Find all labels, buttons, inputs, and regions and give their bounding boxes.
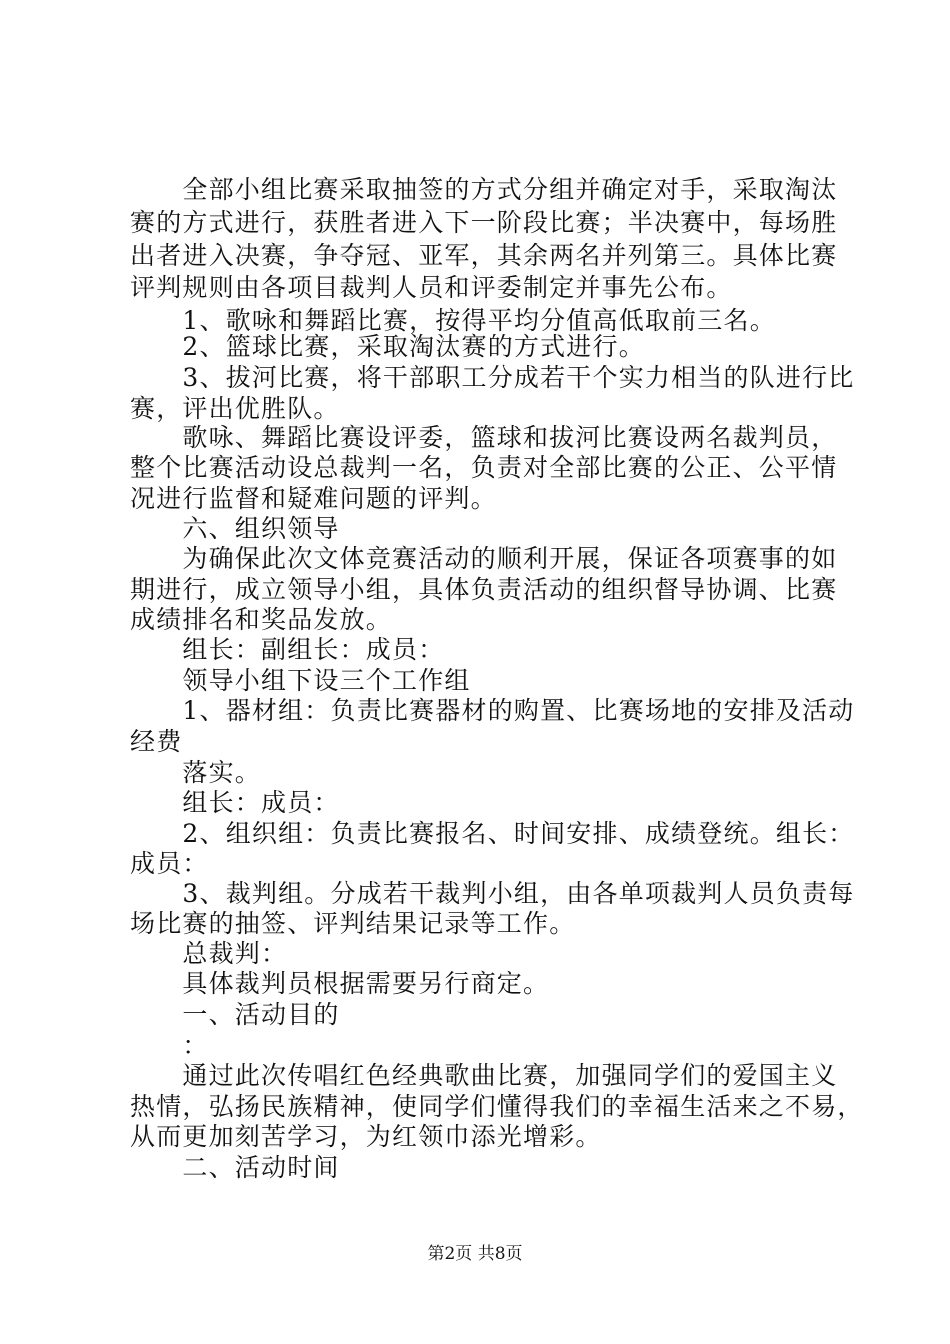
body-text-line: 3、拔河比赛，将干部职工分成若干个实力相当的队进行比 (130, 363, 855, 392)
body-text-line: 出者进入决赛，争夺冠、亚军，其余两名并列第三。具体比赛 (130, 241, 838, 270)
body-text-line: 经费 (130, 727, 183, 756)
body-text-line: 热情，弘扬民族精神，使同学们懂得我们的幸福生活来之不易， (130, 1092, 864, 1121)
body-text-line: 赛的方式进行，获胜者进入下一阶段比赛；半决赛中，每场胜 (130, 208, 838, 237)
section-heading: 六、组织领导 (130, 514, 340, 543)
body-text-line: 评判规则由各项目裁判人员和评委制定并事先公布。 (130, 273, 733, 302)
body-text-line: 组长：成员： (130, 788, 340, 817)
body-text-line: 总裁判： (130, 939, 288, 968)
body-text-line: 领导小组下设三个工作组 (130, 666, 471, 695)
body-text-line: 组长：副组长：成员： (130, 635, 445, 664)
body-text-line: 歌咏、舞蹈比赛设评委，篮球和拔河比赛设两名裁判员， (130, 423, 838, 452)
body-text-line: 整个比赛活动设总裁判一名，负责对全部比赛的公正、公平情 (130, 453, 838, 482)
page-number: 第2页 共8页 (427, 1244, 523, 1264)
body-text-line: 期进行，成立领导小组，具体负责活动的组织督导协调、比赛 (130, 575, 838, 604)
body-text-line: 全部小组比赛采取抽签的方式分组并确定对手，采取淘汰 (130, 175, 838, 204)
body-text-line: 2、篮球比赛，采取淘汰赛的方式进行。 (130, 332, 645, 361)
body-text-line: 1、器材组：负责比赛器材的购置、比赛场地的安排及活动 (130, 696, 855, 725)
body-text-line: 成绩排名和奖品发放。 (130, 605, 393, 634)
body-text-line: 落实。 (130, 758, 262, 787)
body-text-line: 成员： (130, 849, 209, 878)
body-text-line: 场比赛的抽签、评判结果记录等工作。 (130, 909, 576, 938)
body-text-line: 为确保此次文体竞赛活动的顺利开展，保证各项赛事的如 (130, 544, 838, 573)
body-text-line: 1、歌咏和舞蹈比赛，按得平均分值高低取前三名。 (130, 306, 776, 335)
body-text-line: 赛，评出优胜队。 (130, 394, 340, 423)
body-text-line: 从而更加刻苦学习，为红领巾添光增彩。 (130, 1122, 602, 1151)
body-text-line: 通过此次传唱红色经典歌曲比赛，加强同学们的爱国主义 (130, 1061, 838, 1090)
section-heading: 一、活动目的 (130, 1000, 340, 1029)
body-text-line: ： (130, 1031, 209, 1060)
body-text-line: 况进行监督和疑难问题的评判。 (130, 484, 497, 513)
body-text-line: 2、组织组：负责比赛报名、时间安排、成绩登统。组长： (130, 819, 855, 848)
body-text-line: 具体裁判员根据需要另行商定。 (130, 969, 550, 998)
section-heading: 二、活动时间 (130, 1153, 340, 1182)
body-text-line: 3、裁判组。分成若干裁判小组，由各单项裁判人员负责每 (130, 879, 855, 908)
